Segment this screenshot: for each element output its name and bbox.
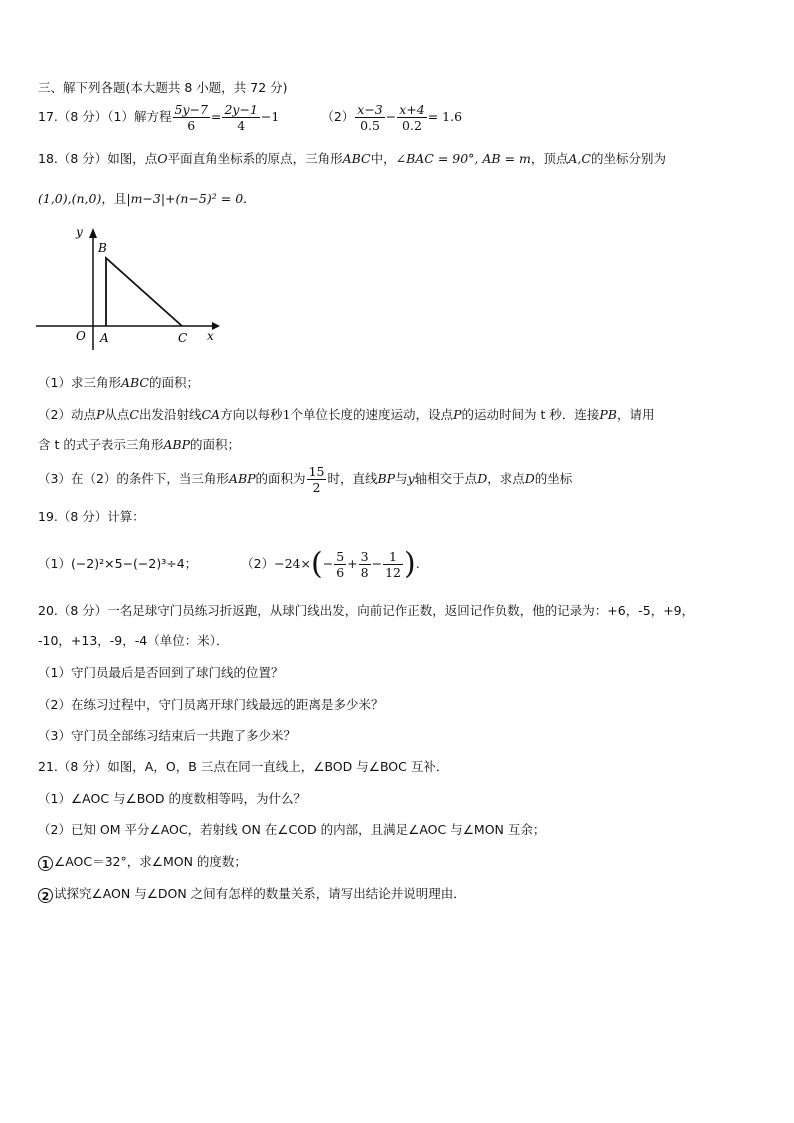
- fraction-3: $\frac{x-3}{0.5}$: [357, 102, 383, 133]
- triangle-abc: [106, 258, 182, 326]
- point-b-label: B: [98, 241, 107, 255]
- question-20-part-2: （2）在练习过程中，守门员离开球门线最远的距离是多少米？: [38, 697, 384, 712]
- question-19-parts: （1）(−2)²×5−(−2)³÷4； （2）−24×(− $\frac{5}{6}$ + $\frac{3}{8}$ − $\frac{1}{12}$ ).: [38, 546, 420, 582]
- question-19-heading: 19.（8 分）计算：: [38, 509, 145, 524]
- q19-part-1: （1）(−2)²×5−(−2)³÷4；: [38, 556, 198, 571]
- question-21-part-2: （2）已知 OM 平分∠AOC，若射线 ON 在∠COD 的内部，且满足∠AOC 与∠MON 互余；: [38, 822, 546, 837]
- question-21-item-1: 1 ∠AOC＝32°，求∠MON 的度数；: [38, 853, 247, 871]
- question-17: 17.（8 分）（1）解方程 $\frac{5y-7}{6}$ = $\frac{2y-1}{4}$ −1 （2） $\frac{x-3}{0.5}$ − $\frac{x+4}{0.2}$ = 1.6: [38, 102, 463, 133]
- question-18-part-1: （1）求三角形ABC的面积；: [38, 375, 199, 390]
- fraction-1: $\frac{5y-7}{6}$: [174, 102, 208, 133]
- fraction-2: $\frac{2y-1}{4}$: [224, 102, 258, 133]
- question-20-line-2: -10，+13，-9，-4（单位：米）．: [38, 633, 229, 648]
- triangle-figure: [36, 222, 226, 352]
- question-18-line-2: (1,0),(n,0)，且|m−3|+(n−5)² = 0．: [38, 191, 256, 206]
- question-18-line-1: 18.（8 分）如图，点O平面直角坐标系的原点，三角形ABC中，∠BAC = 90°, AB = m，顶点A,C的坐标分别为: [38, 151, 666, 166]
- question-18-part-2-line-2: 含 t 的式子表示三角形ABP的面积；: [38, 437, 240, 452]
- question-21-item-2: 2 试探究∠AON 与∠DON 之间有怎样的数量关系，请写出结论并说明理由．: [38, 885, 466, 903]
- y-axis-arrow: [89, 228, 97, 238]
- fraction-4: $\frac{x+4}{0.2}$: [399, 102, 425, 133]
- question-20-line-1: 20.（8 分）一名足球守门员练习折返跑，从球门线出发，向前记作正数，返回记作负数，他的记录为：+6，-5，+9，: [38, 603, 695, 618]
- question-20-part-1: （1）守门员最后是否回到了球门线的位置？: [38, 665, 284, 680]
- question-20-part-3: （3）守门员全部练习结束后一共跑了多少米？: [38, 728, 296, 743]
- q17-label: 17.（8 分）（1）解方程: [38, 109, 172, 124]
- q17-part-2: （2）: [321, 109, 355, 124]
- question-18-part-2-line-1: （2）动点P从点C出发沿射线CA方向以每秒1个单位长度的速度运动，设点P的运动时间为 t 秒．连接PB，请用: [38, 407, 655, 422]
- fraction-15-2: $\frac{15}{2}$: [308, 464, 325, 495]
- question-21-part-1: （1）∠AOC 与∠BOD 的度数相等吗，为什么？: [38, 791, 307, 806]
- y-axis-label: y: [76, 225, 83, 239]
- x-axis-label: x: [207, 329, 214, 343]
- circled-number-1: 1: [38, 856, 53, 871]
- circled-number-2: 2: [38, 888, 53, 903]
- point-c-label: C: [178, 331, 188, 345]
- point-a-label: A: [100, 331, 109, 345]
- question-18-part-3: （3）在（2）的条件下，当三角形ABP的面积为 $\frac{15}{2}$ 时，直线BP与y轴相交于点D，求点D的坐标: [38, 464, 573, 495]
- question-21-heading: 21.（8 分）如图，A，O，B 三点在同一直线上，∠BOD 与∠BOC 互补．: [38, 759, 449, 774]
- origin-label: O: [76, 329, 86, 343]
- section-heading: 三、解下列各题(本大题共 8 小题，共 72 分): [38, 80, 288, 95]
